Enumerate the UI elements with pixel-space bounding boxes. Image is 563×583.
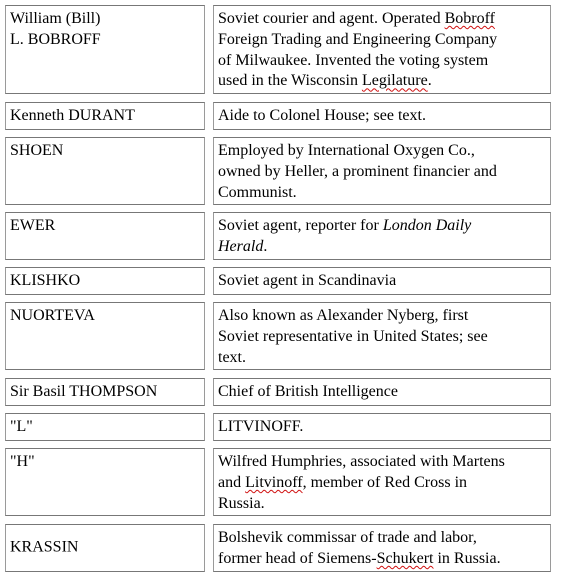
person-description xyxy=(218,216,546,258)
name-cell xyxy=(5,212,205,260)
description-text: LITVINOFF. xyxy=(218,418,304,435)
description-cell xyxy=(213,524,551,572)
description-text: in Russia. xyxy=(433,549,501,567)
person-name: NUORTEVA xyxy=(10,307,95,324)
description-text: Bolshevik commissar of trade and labor, former head of Siemens- xyxy=(218,529,477,567)
description-cell xyxy=(213,448,551,516)
name-cell xyxy=(5,302,205,370)
description-text: Employed by International Oxygen Co., owned by Heller, a prominent financier and Communist. xyxy=(218,142,497,201)
name-cell xyxy=(5,378,205,406)
name-cell xyxy=(5,448,205,516)
name-cell xyxy=(5,524,205,572)
table-row xyxy=(0,5,563,94)
description-cell xyxy=(213,102,551,130)
person-description xyxy=(218,271,546,292)
description-text: . xyxy=(263,237,268,255)
description-text: , member of Red Cross in Russia. xyxy=(218,473,468,512)
person-name: "L" xyxy=(10,418,33,435)
description-text: Soviet agent in Scandinavia xyxy=(218,272,397,289)
description-cell xyxy=(213,212,551,260)
person-description xyxy=(218,141,546,203)
person-name: "H" xyxy=(10,453,35,470)
person-description xyxy=(218,106,546,127)
spellcheck-flagged-word[interactable]: Legilature xyxy=(361,72,428,90)
spellcheck-flagged-word[interactable]: Bobroff xyxy=(444,10,495,27)
spellcheck-flagged-word[interactable]: Litvinoff xyxy=(245,473,303,491)
name-cell xyxy=(5,413,205,441)
person-description xyxy=(218,528,546,570)
table-row xyxy=(0,302,563,370)
spellcheck-flagged-word[interactable]: Schukert xyxy=(376,549,434,567)
person-description xyxy=(218,306,546,368)
person-name: KLISHKO xyxy=(10,272,81,289)
name-cell xyxy=(5,137,205,205)
table-row xyxy=(0,212,563,260)
description-cell xyxy=(213,267,551,295)
table-row xyxy=(0,378,563,406)
table-row xyxy=(0,102,563,130)
person-name: SHOEN xyxy=(10,142,64,159)
table-row xyxy=(0,524,563,572)
description-text: Aide to Colonel House; see text. xyxy=(218,107,426,124)
person-name: Sir Basil THOMPSON xyxy=(10,383,158,400)
person-description xyxy=(218,452,546,514)
description-text: Wilfred Humphries, associated with Martens and xyxy=(218,453,505,491)
table-row xyxy=(0,137,563,205)
description-cell xyxy=(213,413,551,441)
person-name: William (Bill) L. BOBROFF xyxy=(10,10,101,48)
description-cell xyxy=(213,5,551,94)
name-cell xyxy=(5,267,205,295)
description-text: Soviet agent, reporter for xyxy=(218,217,383,234)
name-cell xyxy=(5,102,205,130)
table-row xyxy=(0,448,563,516)
person-name: Kenneth DURANT xyxy=(10,107,135,124)
name-cell xyxy=(5,5,205,94)
description-text: Foreign Trading and Engineering Company of Milwaukee. Invented the voting system used in the Wisconsin xyxy=(218,30,498,90)
person-description xyxy=(218,382,546,403)
description-text: Chief of British Intelligence xyxy=(218,383,398,400)
description-text: Soviet courier and agent. Operated xyxy=(218,10,445,27)
person-name: EWER xyxy=(10,217,56,234)
person-description xyxy=(218,9,546,92)
person-name: KRASSIN xyxy=(10,538,79,556)
person-description xyxy=(218,417,546,438)
description-text: Also known as Alexander Nyberg, first Soviet representative in United States; see text. xyxy=(218,307,488,366)
table-row xyxy=(0,267,563,295)
table-row xyxy=(0,413,563,441)
description-cell xyxy=(213,378,551,406)
description-cell xyxy=(213,137,551,205)
description-cell xyxy=(213,302,551,370)
description-text: . xyxy=(427,72,432,90)
publication-title: London Daily Herald xyxy=(218,217,472,255)
